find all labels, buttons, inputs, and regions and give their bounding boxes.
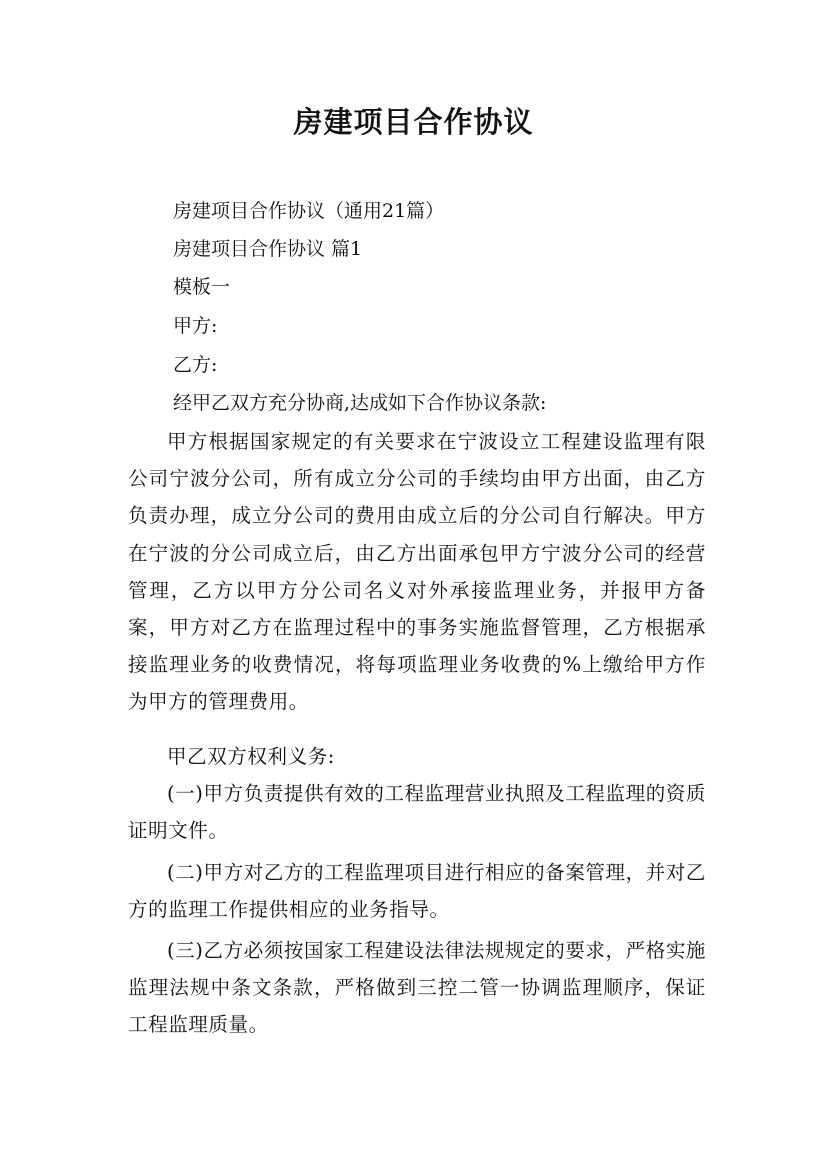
- paragraph-clause-2: (二)甲方对乙方的工程监理项目进行相应的备案管理，并对乙方的监理工作提供相应的业务指导。: [128, 861, 707, 922]
- paragraph-main: 甲方根据国家规定的有关要求在宁波设立工程建设监理有限公司宁波分公司，所有成立分公司的手续均由甲方出面，由乙方负责办理，成立分公司的费用由成立后的分公司自行解决。甲方在宁波的分公司成立后，由乙方出面承包甲方宁波分公司的经营管理，乙方以甲方分公司名义对外承接监理业务，并报甲方备案，甲方对乙方在监理过程中的事务实施监督管理，乙方根据承接监理业务的收费情况，将每项监理业务收费的%上缴给甲方作为甲方的管理费用。: [128, 430, 706, 714]
- paragraph-clause-3: (三)乙方必须按国家工程建设法律法规规定的要求，严格实施监理法规中条文条款，严格做到三控二管一协调监理顺序，保证工程监理质量。: [128, 939, 707, 1037]
- document-title: 房建项目合作协议: [293, 105, 534, 139]
- template-label: 模板一: [173, 276, 231, 298]
- section-heading: 房建项目合作协议 篇1: [173, 238, 363, 260]
- paragraph-clause-1: (一)甲方负责提供有效的工程监理营业执照及工程监理的资质证明文件。: [128, 782, 707, 843]
- party-b-line: 乙方:: [173, 354, 218, 376]
- document-subtitle: 房建项目合作协议（通用21篇）: [173, 200, 445, 222]
- paragraph-rights-heading: 甲乙双方权利义务:: [167, 745, 335, 768]
- party-a-line: 甲方:: [173, 315, 218, 337]
- intro-line: 经甲乙双方充分协商,达成如下合作协议条款:: [173, 392, 547, 414]
